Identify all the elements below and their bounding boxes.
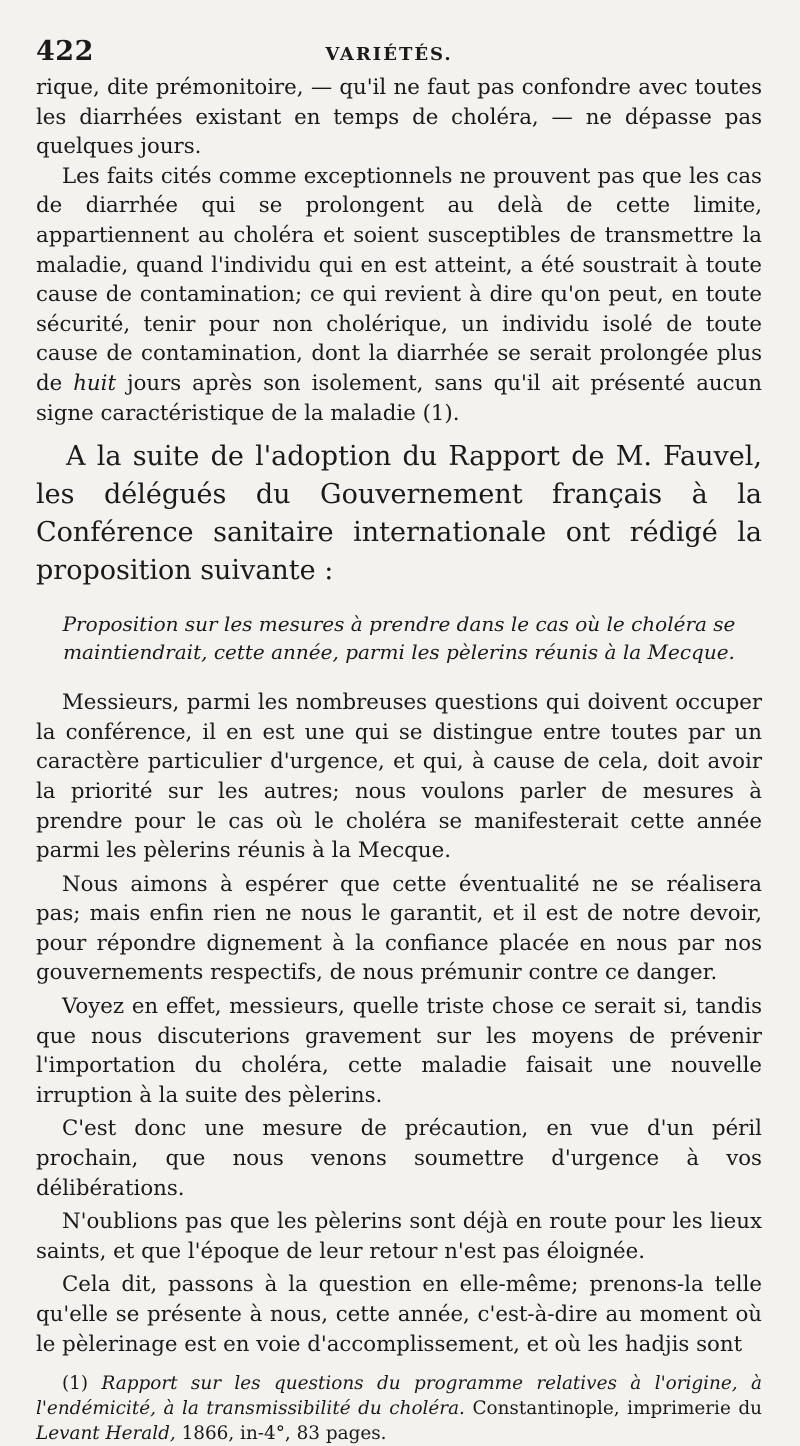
paragraph-esperer: Nous aimons à espérer que cette éventualité ne se réalisera pas; mais enfin rien ne nous le garantit, et il est de notre devoir, pour répondre dignement à la confiance placée en nous par nos gouvernements respectifs, de nous prémunir contre ce danger. bbox=[36, 871, 762, 986]
emphasis-text: huit bbox=[73, 370, 117, 396]
paragraph-voyez: Voyez en effet, messieurs, quelle triste chose ce serait si, tandis que nous discuterions gravement sur les moyens de prévenir l'importation du choléra, cette maladie faisait une nouvelle irruption à la suite des pèlerins. bbox=[36, 994, 762, 1108]
paragraph-continuation: rique, dite prémonitoire, — qu'il ne faut pas confondre avec toutes les diarrhées existant en temps de choléra, — ne dépasse pas quelques jours. bbox=[36, 75, 762, 160]
paragraph-exceptional-cases bbox=[36, 162, 762, 428]
page-number: 422 bbox=[36, 36, 94, 67]
footnote-publisher: Levant Herald, bbox=[36, 1423, 176, 1445]
paragraph-oublions: N'oublions pas que les pèlerins sont déjà en route pour les lieux saints, et que l'époque de leur retour n'est pas éloignée. bbox=[36, 1209, 762, 1264]
paragraph-messieurs: Messieurs, parmi les nombreuses questions qui doivent occuper la conférence, il en est une qui se distingue entre toutes par un caractère particulier d'urgence, et qui, à cause de cela, doit avoir la priorité sur les autres; nous voulons parler de mesures à prendre pour le cas où le choléra se manifesterait cette année parmi les pèlerins réunis à la Mecque. bbox=[36, 690, 762, 864]
footnote-title: Rapport sur les questions du programme relatives à l'origine, à l'endémicité, à la transmissibilité du choléra. bbox=[36, 1373, 762, 1420]
footnote-text: 1866, in-4°, 83 pages. bbox=[175, 1423, 387, 1445]
paragraph-text: Les faits cités comme exceptionnels ne prouvent pas que les cas de diarrhée qui se prolongent au delà de cette limite, appartiennent au choléra et soient susceptibles de transmettre la maladie, quand l'individu qui en est atteint, a été soustrait à toute cause de contamination; ce qui revient à dire qu'on peut, en toute sécurité, tenir pour non cholérique, un individu isolé de toute cause de contamination, dont la diarrhée se serait prolongée plus de bbox=[36, 163, 762, 396]
lead-paragraph: A la suite de l'adoption du Rapport de M. Fauvel, les délégués du Gouvernement français à la Conférence sanitaire internationale ont rédigé la proposition suivante : bbox=[36, 441, 762, 587]
proposition-title: Proposition sur les mesures à prendre dans le cas où le choléra se maintiendrait, cette année, parmi les pèlerins réunis à la Mecque. bbox=[62, 612, 736, 665]
footnote-text: Constantinople, imprimerie du bbox=[464, 1398, 762, 1420]
footnote-marker: (1) bbox=[62, 1373, 102, 1395]
footnote bbox=[36, 1371, 762, 1446]
paragraph-text: jours après son isolement, sans qu'il ait présenté aucun signe caractéristique de la maladie (1). bbox=[36, 370, 762, 426]
running-head: VARIÉTÉS. bbox=[325, 44, 453, 65]
paragraph-cela-dit: Cela dit, passons à la question en elle-même; prenons-la telle qu'elle se présente à nous, cette année, c'est-à-dire au moment où le pèlerinage est en voie d'accomplissement, et où les hadjis sont bbox=[36, 1272, 762, 1357]
page-header bbox=[36, 36, 762, 67]
paragraph-precaution: C'est donc une mesure de précaution, en vue d'un péril prochain, que nous venons soumettre d'urgence à vos délibérations. bbox=[36, 1116, 762, 1201]
